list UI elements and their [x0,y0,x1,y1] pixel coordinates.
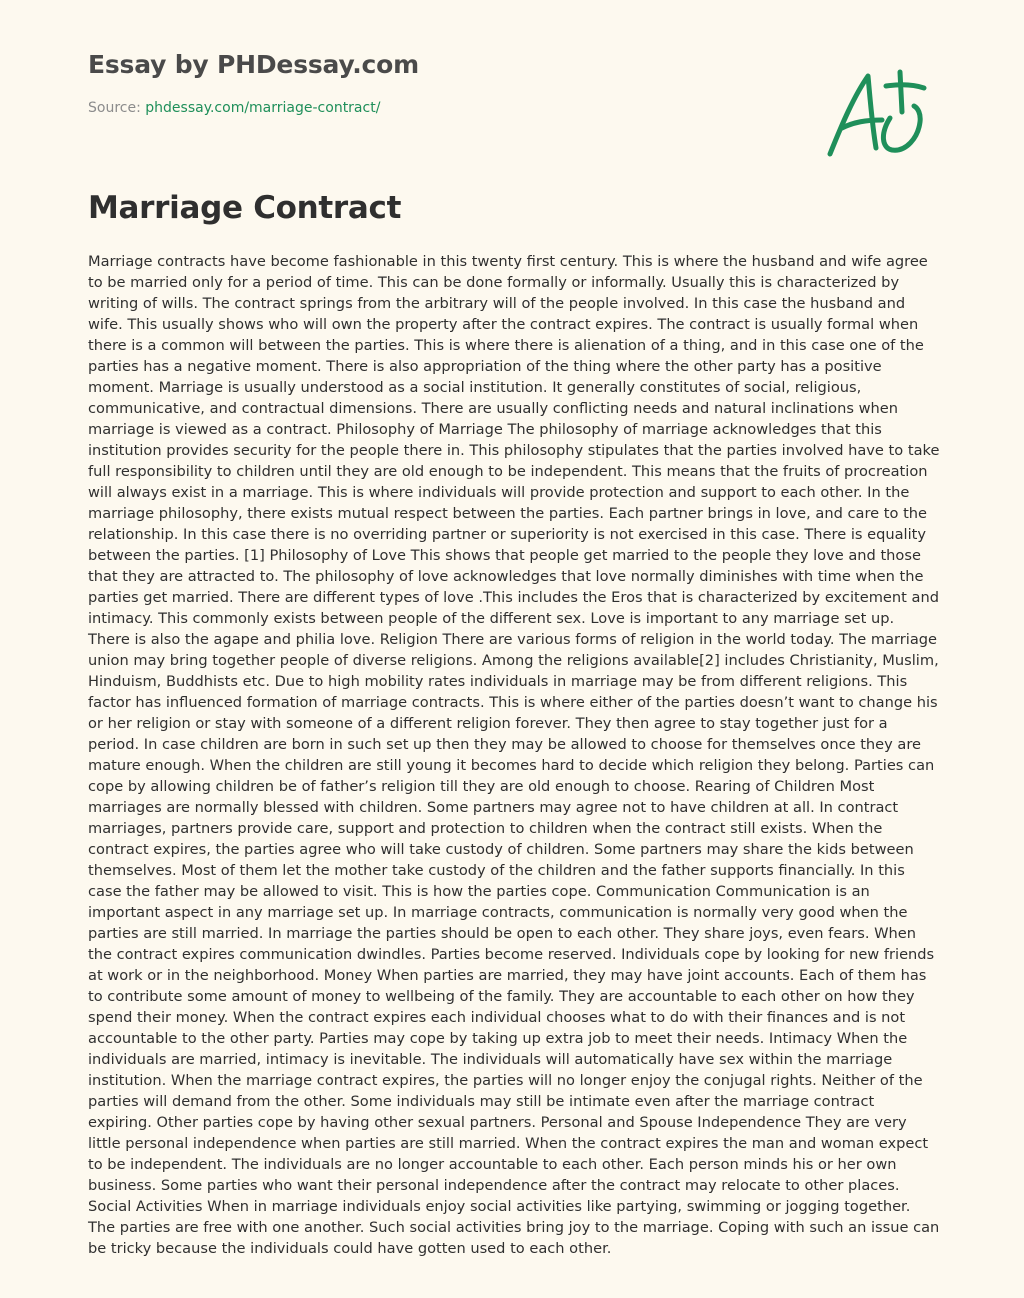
source-link[interactable]: phdessay.com/marriage-contract/ [145,100,381,116]
essay-body: Marriage contracts have become fashionable in this twenty first century. This is where the husband and wife agree to be married only for a period of time. This can be done formally or informally. Usually this is characterized by writing of wills. The contract springs from the arbitrary will of the people involved. In this case the husband and wife. This usually shows who will own the property after the contract expires. The contract is usually formal when there is a common will between the parties. This is where there is alienation of a thing, and in this case one of the parties has a negative moment. There is also appropriation of the thing where the other party has a positive moment. Marriage is usually understood as a social institution. It generally constitutes of social, religious, communicative, and contractual dimensions. There are usually conflicting needs and natural inclinations when marriage is viewed as a contract. Philosophy of Marriage The philosophy of marriage acknowledges that this institution provides security for the people there in. This philosophy stipulates that the parties involved have to take full responsibility to children until they are old enough to be independent. This means that the fruits of procreation will always exist in a marriage. This is where individuals will provide protection and support to each other. In the marriage philosophy, there exists mutual respect between the parties. Each partner brings in love, and care to the relationship. In this case there is no overriding partner or superiority is not exercised in this case. There is equality between the parties. [1] Philosophy of Love This shows that people get married to the people they love and those that they are attracted to. The philosophy of love acknowledges that love normally diminishes with time when the parties get married. There are different types of love .This includes the Eros that is characterized by excitement and intimacy. This commonly exists between people of the different sex. Love is important to any marriage set up. There is also the agape and philia love. Religion There are various forms of religion in the world today. The marriage union may bring together people of diverse religions. Among the religions available[2] includes Christianity, Muslim, Hinduism, Buddhists etc. Due to high mobility rates individuals in marriage may be from different religions. This factor has influenced formation of marriage contracts. This is where either of the parties doesn’t want to change his or her religion or stay with someone of a different religion forever. They then agree to stay together just for a period. In case children are born in such set up then they may be allowed to choose for themselves once they are mature enough. When the children are still young it becomes hard to decide which religion they belong. Parties can cope by allowing children be of father’s religion till they are old enough to choose. Rearing of Children Most marriages are normally blessed with children. Some partners may agree not to have children at all. In contract marriages, partners provide care, support and protection to children when the contract still exists. When the contract expires, the parties agree who will take custody of children. Some partners may share the kids between themselves. Most of them let the mother take custody of the children and the father supports financially. In this case the father may be allowed to visit. This is how the parties cope. Communication Communication is an important aspect in any marriage set up. In marriage contracts, communication is normally very good when the parties are still married. In marriage the parties should be open to each other. They share joys, even fears. When the contract expires communication dwindles. Parties become reserved. Individuals cope by looking for new friends at work or in the neighborhood. Money When parties are married, they may have joint accounts. Each of them has to contribute some amount of money to wellbeing of the family. They are accountable to each other on how they spend their money. When the contract expires each individual chooses what to do with their finances and is not accountable to the other party. Parties may cope by taking up extra job to meet their needs. Intimacy When the individuals are married, intimacy is inevitable. The individuals will automatically have sex within the marriage institution. When the marriage contract expires, the parties will no longer enjoy the conjugal rights. Neither of the parties will demand from the other. Some individuals may still be intimate even after the marriage contract expiring. Other parties cope by having other sexual partners. Personal and Spouse Independence They are very little personal independence when parties are still married. When the contract expires the man and woman expect to be independent. The individuals are no longer accountable to each other. Each person minds his or her own business. Some parties who want their personal independence after the contract may relocate to other places. Social Activities When in marriage individuals enjoy social activities like partying, swimming or jogging together. The parties are free with one another. Such social activities bring joy to the marriage. Coping with such an issue can be tricky because the individuals could have gotten used to each other. [88,253,940,1257]
source-label: Source: [88,100,146,116]
source-line [88,100,380,116]
essay-title: Marriage Contract [88,190,402,226]
a-plus-icon [820,62,932,162]
site-title: Essay by PHDessay.com [88,50,419,79]
